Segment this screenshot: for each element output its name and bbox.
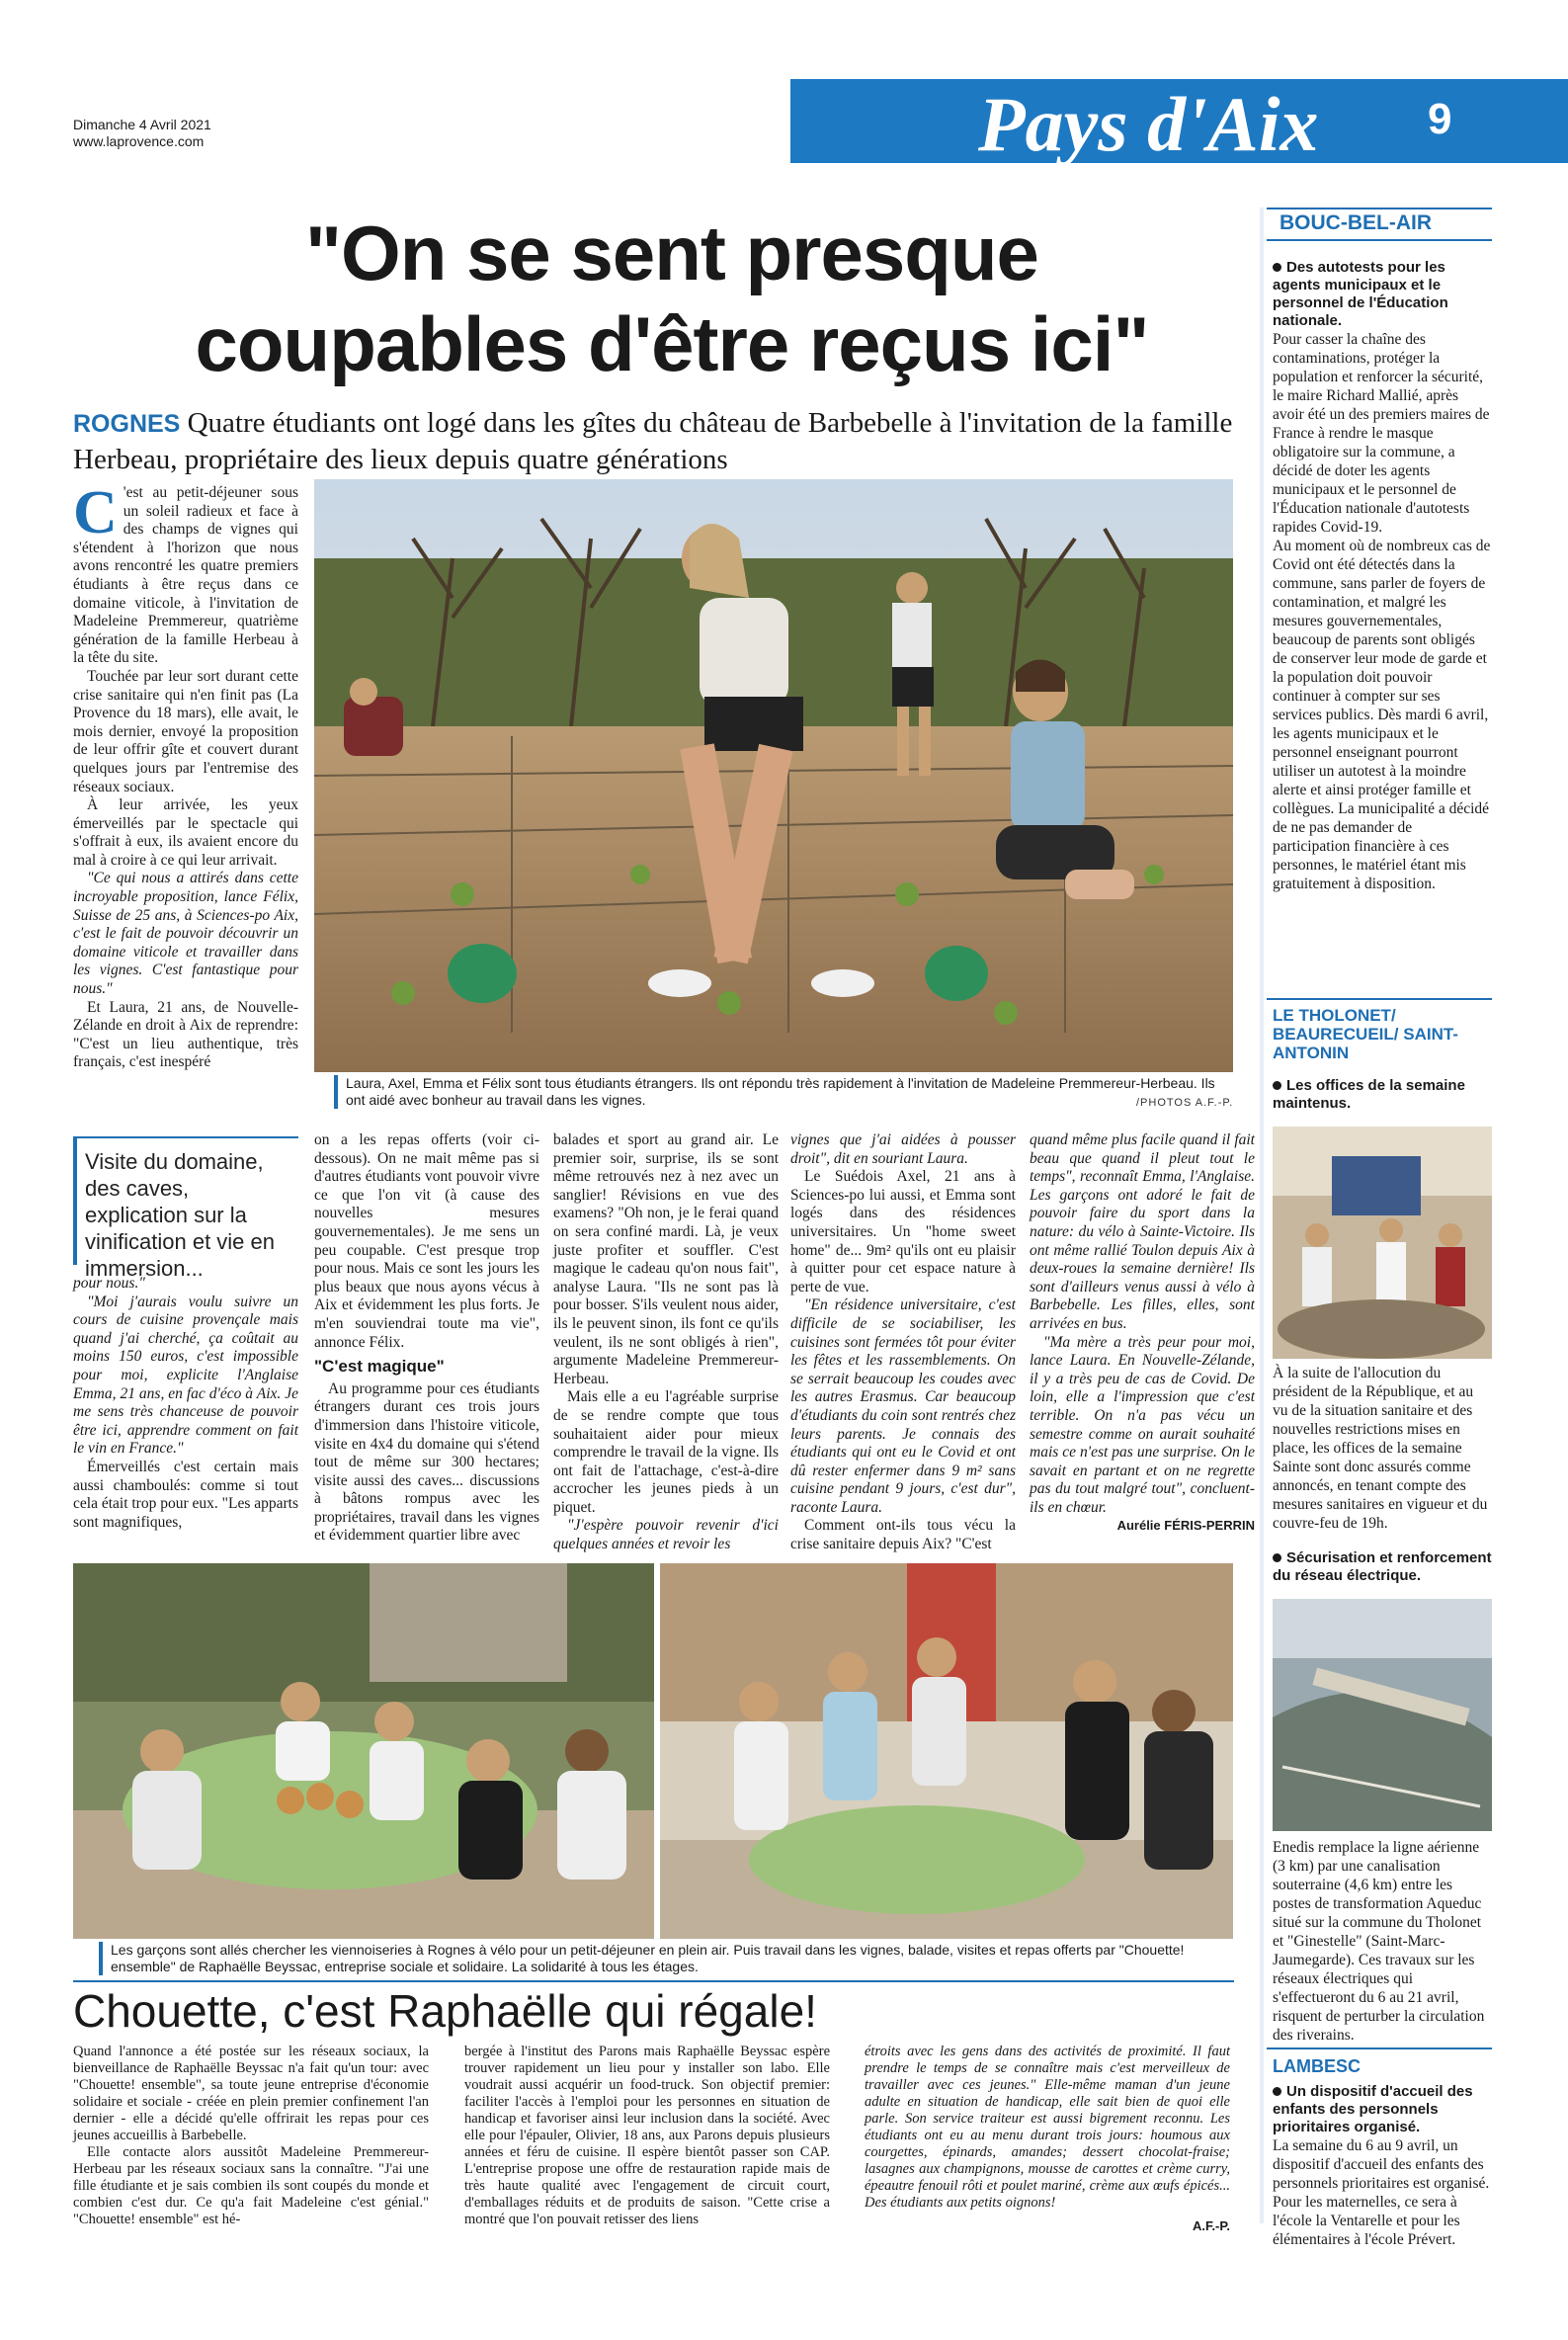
headline-line-2: coupables d'être reçus ici" — [195, 300, 1149, 387]
main-headline — [148, 208, 1196, 389]
lead-text: Quatre étudiants ont logé dans les gîtes du château de Barbebelle à l'invitation de la famille Herbeau, propriétaire des lieux depuis quatre générations — [73, 407, 1233, 475]
article-column-c — [553, 1131, 779, 1554]
divider — [1267, 998, 1492, 1000]
church-photo — [1273, 1127, 1492, 1359]
chouette-column-3 — [865, 2044, 1230, 2234]
sidebar-tag-bouc: BOUC-BEL-AIR — [1279, 211, 1432, 234]
pull-quote-box — [73, 1136, 298, 1281]
sidebar-divider — [1260, 208, 1264, 2223]
divider — [73, 1980, 1234, 1982]
sidebar-tag-tholonet: LE THOLONET/ BEAURECUEIL/ SAINT-ANTONIN — [1273, 1006, 1458, 1062]
paragraph: bergée à l'institut des Parons mais Raphaëlle Beyssac espère trouver rapidement un lieu pour y installer son labo. Elle voudrait aussi acquérir un food-truck. Son objectif premier: faciliter l'accès à l'emploi pour les personnes en situation de handicap et favoriser ainsi leur inclusion dans la société. Avec elle pour l'épauler, Olivier, 18 ans, aux Parons depuis plusieurs années et féru de cuisine. Il espère bientôt passer son CAP. L'entreprise propose une offre de restauration rapide mais de très haute qualité avec l'engagement de circuit court, d'emballages réduits et de produits de saison. "Cette crise a montré que l'on pouvait retisser des liens — [464, 2044, 830, 2227]
sidebar-bouc — [1273, 259, 1492, 893]
article-column-a — [73, 1275, 298, 1532]
brief-text: La semaine du 6 au 9 avril, un dispositif d'accueil des enfants des personnels prioritaires est organisé. Pour les maternelles, ce sera à l'école la Ventarelle et pour les élémentaires à l'école Prévert. — [1273, 2137, 1490, 2248]
sidebar-tholonet — [1273, 1077, 1492, 1113]
paragraph: balades et sport au grand air. Le premier soir, surprise, ils se sont même retrouvés nez à nez avec un sanglier! Révisions en vue des examens? "Oh non, je le ferai quand on sera confiné mardi. Là, je veux juste profiter et souffler. C'est magique le cadeau qu'on nous fait", analyse Laura. "Ils ne sont pas là pour bosser. S'ils veulent nous aider, ils le peuvent sinon, ils font ce qu'ils veulent, ils ne sont obligés à rien", argumente Madeleine Premmereur-Herbeau. — [553, 1131, 779, 1387]
photo-caption: Laura, Axel, Emma et Félix sont tous étudiants étrangers. Ils ont répondu très rapidement à l'invitation de Madeleine Premmereur-Herbeau. Ils ont aidé avec bonheur au travail dans les vignes. — [346, 1075, 1215, 1108]
dropcap: C — [73, 479, 118, 546]
paragraph: Elle contacte alors aussitôt Madeleine Premmereur-Herbeau par les réseaux sociaux sans la connaître. "J'ai une fille étudiante et je sais combien ils sont coupés du monde et combien c'est dur. Ce qu'a fait Madeleine c'est génial." "Chouette! ensemble" est hé- — [73, 2144, 429, 2227]
chouette-column-2 — [464, 2044, 830, 2228]
author-signature: Aurélie FÉRIS-PERRIN — [1116, 1518, 1255, 1534]
pull-quote: Visite du domaine, des caves, explication sur la vinification et vie en immersion... — [85, 1149, 275, 1281]
sidebar-reseau — [1273, 1549, 1492, 1585]
chouette-title: Chouette, c'est Raphaëlle qui régale! — [73, 1985, 817, 2037]
bullet-icon — [1273, 2087, 1281, 2096]
article-column-1 — [73, 479, 298, 1072]
brief-title: Des autotests pour les agents municipaux et le personnel de l'Éducation nationale. — [1273, 259, 1448, 329]
paragraph: "Ma mère a très peur pour moi, lance Laura. En Nouvelle-Zélande, il y a très peu de cas de Covid. De loin, elle a l'impression que c'est terrible. On n'a pas vécu un semestre comme on aurait souhaité mais ce n'est pas une surprise. On le savait en partant et on ne regrette pas du tout malgré tout", concluent-ils en chœur. — [1030, 1333, 1255, 1516]
author-signature: A.F.-P. — [1192, 2218, 1230, 2233]
chouette-column-1 — [73, 2044, 429, 2228]
photo-caption: Les garçons sont allés chercher les viennoiseries à Rognes à vélo pour un petit-déjeuner en plein air. Puis travail dans les vignes, balade, visites et repas offerts par "Chouette! ensemble" de Raphaëlle Beyssac, entreprise sociale et solidaire. La solidarité à tous les étages. — [111, 1942, 1185, 1974]
paragraph: "Moi j'aurais voulu suivre un cours de cuisine provençale mais quand j'ai cherché, ça coûtait au moins 150 euros, c'est impossible pour moi, explicite l'Anglaise Emma, 21 ans, en fac d'éco à Aix. Je me sens très chanceuse de pouvoir être ici, apprendre comment on fait le vin en France." — [73, 1293, 298, 1458]
brief-text: Enedis remplace la ligne aérienne (3 km) par une canalisation souterraine (4,6 km) entre les postes de transformation Aqueduc situé sur la commune du Tholonet et "Ginestelle" (Saint-Marc-Jaumegarde). Ces travaux sur les réseaux électriques qui s'effectueront du 6 au 21 avril, risquent de perturber la circulation des riverains. — [1273, 1839, 1485, 2044]
sidebar-tag-lambesc: LAMBESC — [1273, 2056, 1361, 2076]
divider — [1267, 208, 1492, 209]
subheading: "C'est magique" — [314, 1357, 445, 1377]
page-number: 9 — [1428, 95, 1452, 143]
paragraph: Le Suédois Axel, 21 ans à Sciences-po lui aussi, et Emma sont logés dans des résidences universitaires. Un "home sweet home" de... 9m² qu'ils ont eu plaisir à quitter pour cet espace nature à perte de vue. — [790, 1168, 1016, 1295]
article-column-b — [314, 1131, 539, 1546]
paragraph: quand même plus facile quand il fait beau que quand il pleut tout le temps", reconnaît Emma, l'Anglaise. Les garçons ont adoré le fait de pouvoir faire du sport dans la nature: du vélo à Sainte-Victoire. Ils ont même rallié Toulon depuis Aix à deux-roues la semaine dernière! Ils sont d'ailleurs venus aussi à vélo à Barbebelle. Les filles, elles, sont arrivées en bus. — [1030, 1131, 1255, 1332]
caption-bar — [334, 1075, 338, 1109]
vineyard-photo-illustration — [314, 479, 1233, 1072]
kicker: ROGNES — [73, 410, 181, 438]
brief-text: Pour casser la chaîne des contaminations, protéger la population et renforcer la sécurité, le maire Richard Mallié, après avoir été un des premiers maires de France à rendre le masque obligatoire sur la commune, a décidé de doter les agents municipaux et le personnel de l'Éducation nationale d'autotests rapides Covid-19. — [1273, 331, 1490, 536]
brief-title: Un dispositif d'accueil des enfants des personnels prioritaires organisé. — [1273, 2083, 1473, 2135]
article-column-e — [1030, 1131, 1255, 1536]
aqueduct-photo-illustration — [1273, 1599, 1492, 1831]
vineyard-photo — [314, 479, 1233, 1072]
brief-text: À la suite de l'allocution du président de la République, et au vu de la situation sanitaire et des nouvelles restrictions mises en place, les offices de la semaine Sainte sont donc assurés comme annoncés, en tenant compte des mesures sanitaires en vigueur et du couvre-feu de 19h. — [1273, 1365, 1488, 1532]
sidebar-lambesc — [1273, 2083, 1492, 2249]
paragraph: Comment ont-ils tous vécu la crise sanitaire depuis Aix? "C'est — [790, 1517, 1016, 1553]
paragraph: Quand l'annonce a été postée sur les réseaux sociaux, la bienveillance de Raphaëlle Beyssac n'a fait qu'un tour: avec "Chouette! ensemble", sa toute jeune entreprise d'économie solidaire et sociale - créée en plein premier confinement l'an dernier - elle a décidé qu'elle offrirait les repas pour ces jeunes accueillis à Barbebelle. — [73, 2044, 429, 2143]
paragraph: pour nous." — [73, 1275, 145, 1292]
paragraph: vignes que j'ai aidées à pousser droit", dit en souriant Laura. — [790, 1131, 1016, 1167]
section-title: Pays d'Aix — [978, 81, 1319, 167]
bullet-icon — [1273, 1081, 1281, 1090]
paragraph: Touchée par leur sort durant cette crise sanitaire qui n'en finit pas (La Provence du 18 mars), elle avait, le mois dernier, envoyé la proposition de leur offrir gîte et couvert durant quelques jours par l'entremise des réseaux sociaux. — [73, 667, 298, 795]
paragraph: Au programme pour ces étudiants étrangers durant ces trois jours d'immersion dans l'histoire viticole, visite en 4x4 du domaine qui s'étend tout de même sur 300 hectares; visite aussi des caves... discussions à bâtons rompus avec les propriétaires, travail dans les vignes et évidemment quartier libre avec — [314, 1379, 539, 1545]
paragraph: "Ce qui nous a attirés dans cette incroyable proposition, lance Félix, Suisse de 25 ans, à Sciences-po Aix, c'est le fait de pouvoir découvrir un domaine viticole et travailler dans les vignes. C'est fantastique pour nous." — [73, 870, 298, 998]
caption-bar — [99, 1942, 103, 1975]
website-link[interactable]: www.laprovence.com — [73, 133, 205, 149]
brief-text: Au moment où de nombreux cas de Covid ont été détectés dans la commune, sans parler de foyers de contamination, et malgré les mesures gouvernementales, beaucoup de parents sont obligés de conserver leur mode de garde et la population doit pouvoir continuer à compter sur ses services publics. Dès mardi 6 avril, les agents municipaux et le personnel enseignant pourront utiliser un autotest à la moindre alerte et ainsi protéger famille et collègues. La municipalité a décidé de ne pas demander de participation financière à ces personnes, le matériel étant mis gratuitement à disposition. — [1273, 538, 1491, 892]
divider — [1267, 239, 1492, 241]
paragraph: À leur arrivée, les yeux émerveillés par le spectacle qui s'offrait à eux, ils avaient encore du mal à croire à ce qui leur arrivait. — [73, 796, 298, 869]
bullet-icon — [1273, 263, 1281, 272]
church-photo-illustration — [1273, 1127, 1492, 1359]
paragraph: Et Laura, 21 ans, de Nouvelle-Zélande en droit à Aix de reprendre: "C'est un lieu authentique, très français, c'est inespéré — [73, 998, 298, 1071]
breakfast-photo-left-illustration — [73, 1563, 654, 1939]
article-lead — [73, 405, 1234, 477]
aqueduct-photo — [1273, 1599, 1492, 1831]
paragraph: Émerveillés c'est certain mais aussi chamboulés: comme si tout cela était trop pour eux. "Les apparts sont magnifiques, — [73, 1458, 298, 1531]
breakfast-photo-right — [660, 1563, 1233, 1939]
brief-title: Sécurisation et renforcement du réseau électrique. — [1273, 1549, 1492, 1584]
paragraph: "J'espère pouvoir revenir d'ici quelques années et revoir les — [553, 1517, 779, 1553]
divider — [1267, 2048, 1492, 2049]
breakfast-photo-right-illustration — [660, 1563, 1233, 1939]
edition-date — [73, 117, 211, 150]
headline-line-1: "On se sent presque — [305, 209, 1038, 296]
date-text: Dimanche 4 Avril 2021 — [73, 117, 211, 132]
bullet-icon — [1273, 1553, 1281, 1562]
paragraph: on a les repas offerts (voir ci-dessous). On ne mait même pas si d'autres étudiants vont pouvoir vivre ce que l'on vit (à cause des nouvelles mesures gouvernementales). Je me sens un peu coupable. C'est presque trop pour nous. Mais ce sont les jours les plus beaux que nous ayons vécus à Aix et évidemment les plus forts. Je m'en souviendrai toute ma vie", annonce Félix. — [314, 1131, 539, 1351]
paragraph: "En résidence universitaire, c'est difficile de se sociabiliser, les cuisines sont fermées tôt pour éviter les fêtes et les rassemblements. On se serrait beaucoup les coudes avec les autres Erasmus. Car beaucoup d'étudiants du coin sont rentrés chez leurs parents. Je connais des étudiants qui ont eu le Covid et ont dû rester enfermer dans 9 m² sans cuisine pendant 9 jours, c'est dur", raconte Laura. — [790, 1296, 1016, 1516]
article-column-d — [790, 1131, 1016, 1554]
paragraph: Mais elle a eu l'agréable surprise de se rendre compte que tous souhaitaient aider pour mieux comprendre le travail de la vigne. Ils ont fait de l'attachage, c'est-à-dire accrocher les jeunes pieds à un piquet. — [553, 1388, 779, 1516]
paragraph: 'est au petit-déjeuner sous un soleil radieux et face à des champs de vignes qui s'étendent à l'horizon que nous avons rencontré les quatre premiers étudiants à être reçus dans ce domaine viticole, à l'invitation de Madeleine Premmereur, quatrième génération de la famille Herbeau à la tête du site. — [73, 484, 298, 667]
breakfast-photo-left — [73, 1563, 654, 1939]
photo-credit: /PHOTOS A.F.-P. — [1136, 1097, 1234, 1109]
paragraph: étroits avec les gens dans des activités de proximité. Il faut prendre le temps de se connaître mais c'est merveilleux de travailler avec ces jeunes." Elle-même maman d'un jeune adulte en situation de handicap, elle sait bien de quoi elle parle. Son service traiteur est aussi bigrement reconnu. Les étudiants ont eu au menu durant trois jours: houmous aux courgettes, épinards, amandes; dessert chocolat-fraise; lasagnes aux champignons, mousse de carottes et crème curry, épeautre fenouil rôti et poulet mariné, crème aux œufs épicés... Des étudiants aux petits oignons! — [865, 2044, 1230, 2211]
brief-title: Les offices de la semaine maintenus. — [1273, 1077, 1465, 1112]
